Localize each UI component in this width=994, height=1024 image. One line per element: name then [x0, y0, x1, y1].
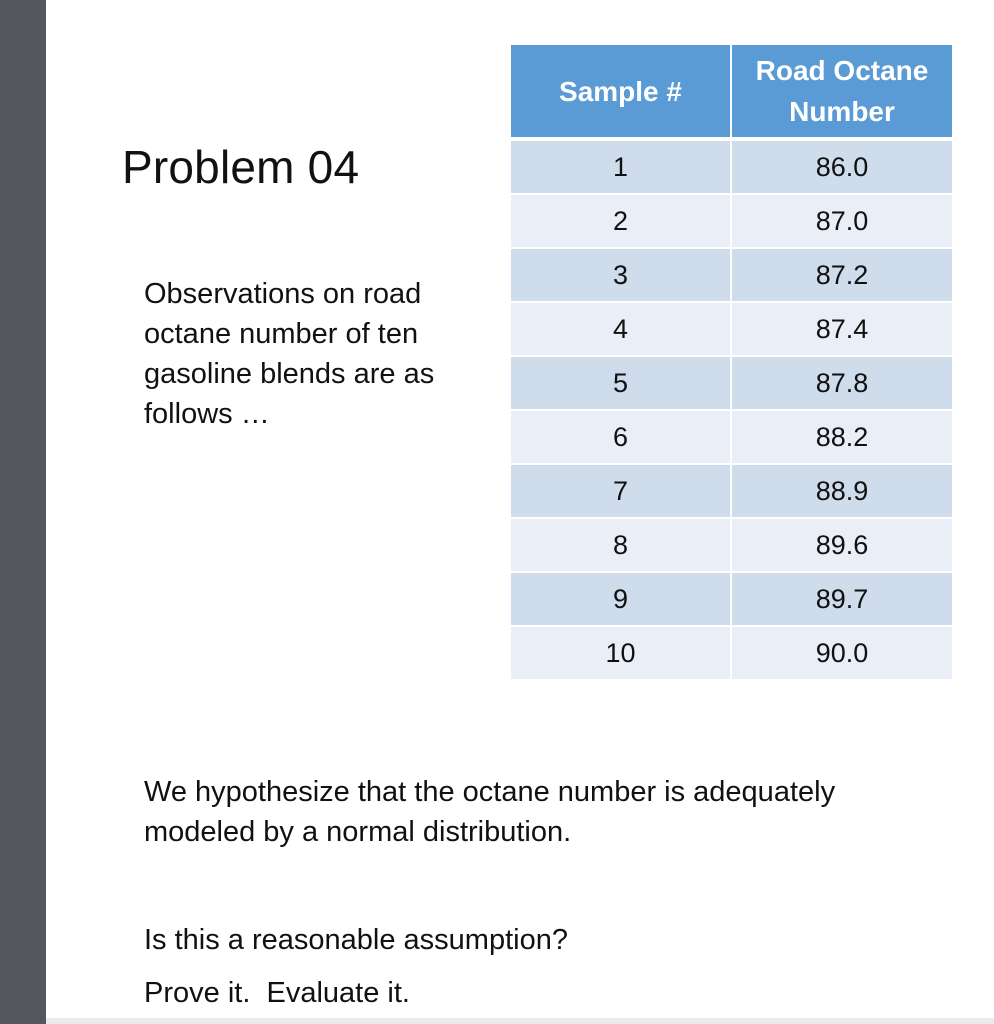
table-row: [511, 573, 952, 627]
sample-cell: 6: [511, 411, 732, 465]
table-row: [511, 411, 952, 465]
table-row: [511, 519, 952, 573]
instruction-text: Prove it. Evaluate it.: [144, 977, 410, 1009]
sample-cell: 5: [511, 357, 732, 411]
table-row: [511, 303, 952, 357]
slide-title: Problem 04: [122, 141, 360, 193]
table-row: [511, 195, 952, 249]
octane-cell: 86.0: [732, 141, 952, 195]
sample-cell: 7: [511, 465, 732, 519]
sample-cell: 8: [511, 519, 732, 573]
question-text: Is this a reasonable assumption?: [144, 924, 568, 956]
header-road-octane-number: Road Octane Number: [732, 45, 952, 141]
viewer-side-bar: [0, 0, 46, 1024]
octane-cell: 88.2: [732, 411, 952, 465]
octane-cell: 88.9: [732, 465, 952, 519]
table-row: [511, 627, 952, 681]
intro-text: Observations on road octane number of ten gasoline blends are as follows …: [144, 278, 435, 430]
table-row: [511, 465, 952, 519]
octane-cell: 87.8: [732, 357, 952, 411]
sample-cell: 4: [511, 303, 732, 357]
sample-cell: 10: [511, 627, 732, 681]
octane-cell: 90.0: [732, 627, 952, 681]
sample-cell: 9: [511, 573, 732, 627]
table-header-row: [511, 45, 952, 141]
table-row: [511, 249, 952, 303]
octane-cell: 89.7: [732, 573, 952, 627]
table-row: [511, 141, 952, 195]
slide-page: [46, 0, 994, 1024]
sample-cell: 1: [511, 141, 732, 195]
octane-cell: 87.2: [732, 249, 952, 303]
hypothesis-text: We hypothesize that the octane number is adequately modeled by a normal distribution.: [144, 776, 836, 848]
table-row: [511, 357, 952, 411]
header-sample-number: Sample #: [511, 45, 732, 141]
octane-data-table: [511, 45, 952, 681]
octane-cell: 87.0: [732, 195, 952, 249]
octane-cell: 87.4: [732, 303, 952, 357]
sample-cell: 2: [511, 195, 732, 249]
page-bottom-edge: [46, 1018, 994, 1024]
octane-cell: 89.6: [732, 519, 952, 573]
sample-cell: 3: [511, 249, 732, 303]
